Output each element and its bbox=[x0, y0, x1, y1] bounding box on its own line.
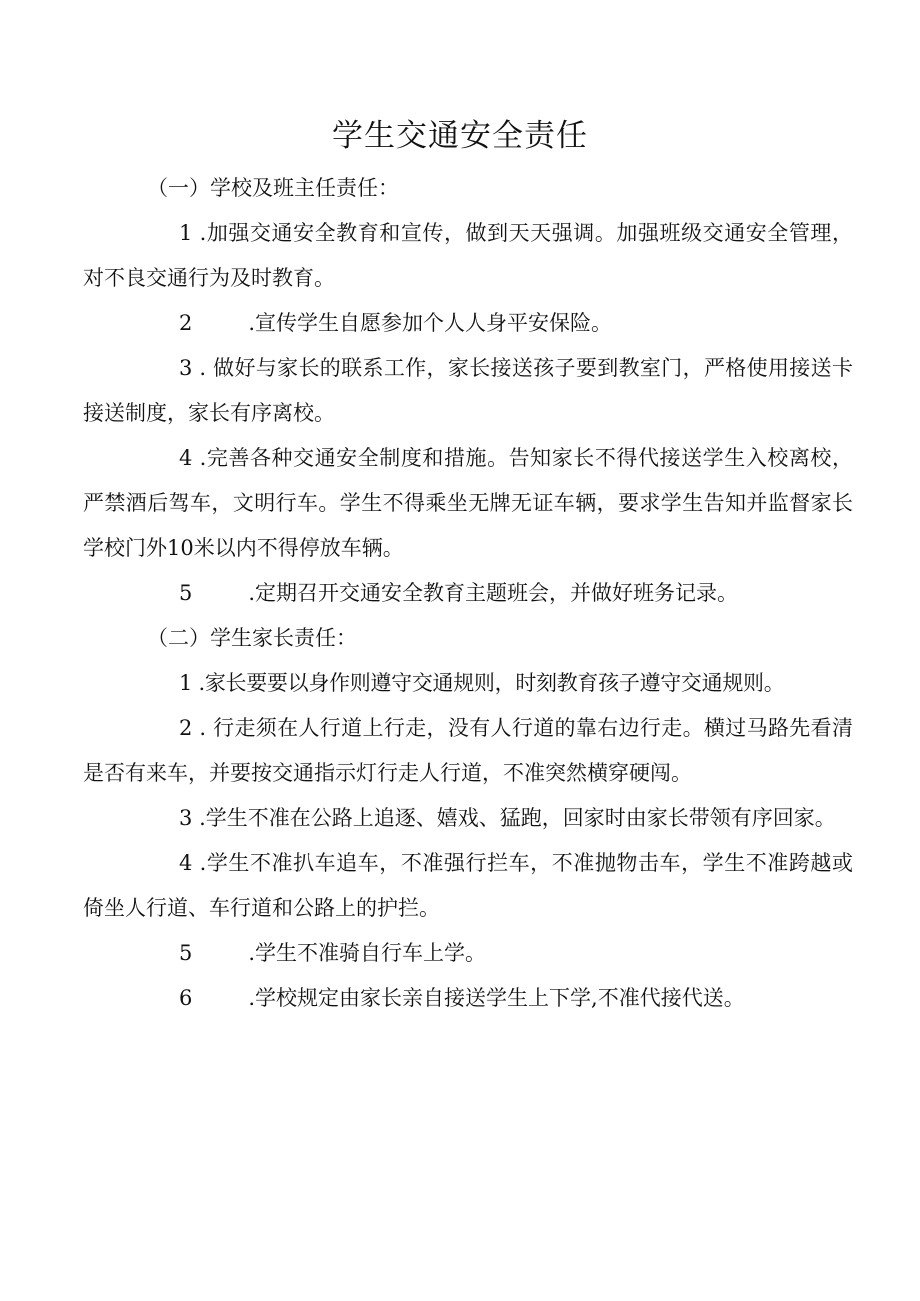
item-number: 4 bbox=[179, 446, 193, 470]
item-text: .学校规定由家长亲自接送学生上下学,不准代接代送。 bbox=[248, 986, 745, 1010]
item-text: .家长要要以身作则遵守交通规则，时刻教育孩子遵守交通规则。 bbox=[198, 671, 785, 695]
list-item bbox=[83, 571, 853, 616]
item-text: .宣传学生自愿参加个人人身平安保险。 bbox=[248, 311, 613, 335]
item-text: .学生不准扒车追车，不准强行拦车，不准抛物击车，学生不准跨越或倚坐人行道、车行道和公路上的护拦。 bbox=[83, 851, 853, 920]
item-text: .加强交通安全教育和宣传，做到天天强调。加强班级交通安全管理，对不良交通行为及时教育。 bbox=[83, 221, 853, 290]
list-item bbox=[83, 796, 853, 841]
document-title: 学生交通安全责任 bbox=[332, 118, 588, 154]
item-text: .学生不准在公路上追逐、嬉戏、猛跑，回家时由家长带领有序回家。 bbox=[199, 806, 836, 830]
list-item bbox=[83, 976, 853, 1021]
item-number: 1 bbox=[179, 221, 193, 245]
item-number: 2 bbox=[179, 716, 193, 740]
item-number: 5 bbox=[179, 581, 193, 605]
list-item bbox=[83, 301, 853, 346]
section-heading-parents: （二）学生家长责任： bbox=[147, 626, 357, 650]
item-number: 6 bbox=[179, 986, 193, 1010]
list-item bbox=[83, 706, 853, 796]
list-item bbox=[83, 661, 853, 706]
item-number: 4 bbox=[179, 851, 193, 875]
item-text: .定期召开交通安全教育主题班会，并做好班务记录。 bbox=[248, 581, 739, 605]
section-heading-school: （一）学校及班主任责任： bbox=[147, 176, 399, 200]
list-item bbox=[83, 931, 853, 976]
list-item bbox=[83, 436, 853, 571]
item-text: .完善各种交通安全制度和措施。告知家长不得代接送学生入校离校，严禁酒后驾车，文明行车。学生不得乘坐无牌无证车辆，要求学生告知并监督家长学校门外10米以内不得停放车辆。 bbox=[83, 446, 853, 560]
item-text: . 行走须在人行道上行走，没有人行道的靠右边行走。横过马路先看清是否有来车，并要按交通指示灯行走人行道，不准突然横穿硬闯。 bbox=[83, 716, 853, 785]
list-item bbox=[83, 346, 853, 436]
item-number: 3 bbox=[179, 356, 193, 380]
document-body bbox=[83, 166, 853, 1021]
list-item bbox=[83, 841, 853, 931]
item-number: 2 bbox=[179, 311, 193, 335]
item-number: 3 bbox=[179, 806, 193, 830]
item-number: 5 bbox=[179, 941, 193, 965]
item-text: . 做好与家长的联系工作，家长接送孩子要到教室门，严格使用接送卡接送制度，家长有序离校。 bbox=[83, 356, 853, 425]
item-number: 1 bbox=[179, 671, 193, 695]
item-text: .学生不准骑自行车上学。 bbox=[248, 941, 487, 965]
list-item bbox=[83, 211, 853, 301]
